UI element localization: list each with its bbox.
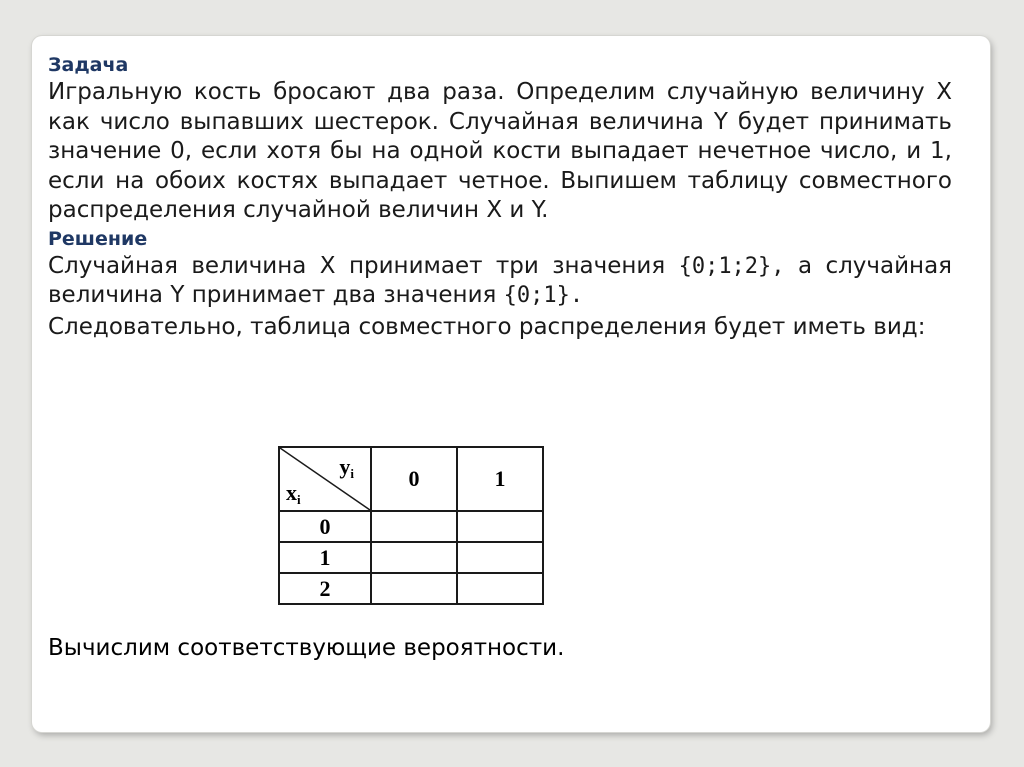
task-heading: Задача xyxy=(48,54,129,76)
column-header-0: 0 xyxy=(371,447,457,511)
solution-heading: Решение xyxy=(48,227,148,250)
table-cell xyxy=(457,573,543,604)
table-cell xyxy=(371,542,457,573)
table-row xyxy=(279,542,543,573)
joint-distribution-table xyxy=(278,446,544,605)
corner-label-y: $y_i$ xyxy=(339,454,354,481)
row-header-1: 1 xyxy=(279,542,371,573)
closing-text: Вычислим соответствующие вероятности. xyxy=(48,635,565,661)
solution-line1-a: Случайная величина X принимает три значения xyxy=(48,252,679,279)
table-row xyxy=(279,573,543,604)
solution-text xyxy=(48,252,952,311)
solution-conclusion: Следовательно, таблица совместного распределения будет иметь вид: xyxy=(48,313,926,340)
row-header-2: 2 xyxy=(279,573,371,604)
column-header-1: 1 xyxy=(457,447,543,511)
table-cell xyxy=(371,511,457,542)
table-header-row xyxy=(279,447,543,511)
table-cell xyxy=(457,542,543,573)
slide-content xyxy=(48,52,952,342)
set-y: {0;1}. xyxy=(503,283,584,308)
table-row xyxy=(279,511,543,542)
set-x: {0;1;2}, xyxy=(678,253,785,279)
slide xyxy=(32,36,990,732)
table-cell xyxy=(371,573,457,604)
table-cell xyxy=(457,511,543,542)
row-header-0: 0 xyxy=(279,511,371,542)
task-text: Игральную кость бросают два раза. Определим случайную величину X как число выпавших шестерок. Случайная величина Y будет принимать значение 0, если хотя бы на одной кости выпадает нечетное число, и 1, если на обоих костях выпадает четное. Выпишем таблицу совместного распределения случайной величин X и Y. xyxy=(48,79,952,223)
corner-label-x: $x_i$ xyxy=(286,480,301,507)
solution-line1-b: а случайная величина Y принимает два значения xyxy=(48,252,952,308)
table-corner-cell xyxy=(279,447,371,511)
